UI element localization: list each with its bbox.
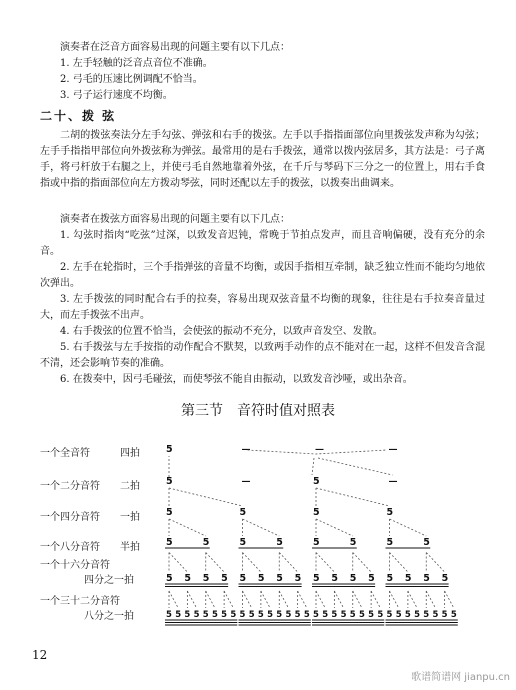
row-label-whole: 一个全音符 [40,448,90,459]
note-digit: 5 [322,610,329,620]
note-digit: 5 [166,573,173,584]
duration-dash: — [315,445,324,455]
note-digit: 5 [248,610,255,620]
note-digit: 5 [166,537,173,548]
note-digit: 5 [313,507,320,518]
connector-line [169,488,243,506]
note-digit: 5 [368,573,375,584]
note-digit: 5 [313,573,320,584]
connector-line [318,458,393,475]
connector-line [353,591,362,608]
note-digit: 5 [313,476,320,487]
note-digit: 5 [184,573,191,584]
duration-dash: — [241,445,251,455]
connector-line [243,553,261,573]
note-digit: 5 [285,610,292,620]
note-digit: 5 [441,610,448,620]
note-digit: 5 [386,610,393,620]
note-digit: 5 [184,610,191,620]
note-digit: 5 [166,476,173,487]
connector-line [426,591,435,608]
note-digit: 5 [166,610,172,620]
connector-line [206,591,215,608]
note-digit: 5 [432,610,439,620]
connector-line [312,458,314,475]
note-digit: 5 [404,610,411,620]
connector-line [224,591,233,608]
page-number: 12 [32,648,48,662]
note-digit: 5 [211,610,218,620]
row-label-quarter: 一个四分音符 [40,512,100,523]
note-digit: 5 [276,537,283,548]
connector-line [169,519,206,536]
note-digit: 5 [166,507,173,518]
connector-line [243,519,280,536]
row-beats-sixteenth: 四分之一拍 [84,575,134,586]
note-digit: 5 [349,610,356,620]
plucking-issue-1: 1. 勾弦时指肉“吃弦”过深，以致发音迟钝，常晚于节拍点发声，而且音响偏硬，没有充分的余音。 [40,230,485,257]
duration-dash: — [388,445,398,455]
note-digit: 5 [267,610,273,620]
connector-line [390,553,408,573]
row-beats-half: 二拍 [120,481,140,492]
harmonic-issue-3: 3. 弓子运行速度不均衡。 [60,90,173,101]
note-digit: 5 [386,537,394,548]
note-digit: 5 [349,573,357,584]
note-digit: 5 [358,610,365,620]
note-digit: 5 [414,610,420,620]
note-digit: 5 [239,573,247,584]
note-digit: 5 [313,537,320,548]
row-label-thirtysecond: 一个三十二分音符 [40,596,120,607]
note-digit: 5 [441,573,449,584]
connector-line [261,591,270,608]
plucking-issue-2: 2. 左手在轮指时，三个手指弹弦的音量不均衡，或因手指相互牵制，缺乏独立性而不能均匀地依次弹出。 [40,262,485,289]
connector-line [316,591,325,608]
connector-line [206,553,224,573]
harmonics-intro: 演奏者在泛音方面容易出现的问题主要有以下几点： [60,42,290,53]
plucking-issue-5: 5. 右手拨弦与左手按指的动作配合不默契，以致两手动作的点不能对在一起，这样不但发音含混不清，还会影响节奏的准确。 [40,342,485,369]
connector-line [243,591,252,608]
harmonic-issue-2: 2. 弓毛的压速比例调配不恰当。 [60,74,203,85]
connector-line [408,591,417,608]
duration-dash: — [388,477,398,487]
plucking-paragraph: 二胡的拨弦奏法分左手勾弦、弹弦和右手的拨弦。左手以手指指面部位向里拨弦发声称为勾弦；左手手指指甲部位向外拨弦称为弹弦。最常用的是右手拨弦，通常以拨内弦居多，其方法是：弓子离手，将弓杆放于右腿之上，并使弓毛自然地靠着外弦，在千斤与琴码下三分之一的位置上，用右手食指或中指的指面部位向左方拨动琴弦，同时还配以左手的拨弦，以拨奏出曲调来。 [40,130,485,189]
duration-dash: — [241,477,251,487]
note-digit: 5 [239,507,247,518]
row-beats-eighth: 半拍 [120,542,140,553]
plucking-issue-3: 3. 左手拨弦的同时配合右手的拉奏，容易出现双弦音量不均衡的现象，往往是右手拉奏音量过大，而左手拨弦不出声。 [40,294,485,321]
note-digit: 5 [331,573,338,584]
connector-line [445,591,454,608]
row-beats-whole: 四拍 [120,448,140,459]
note-digit: 5 [331,610,338,620]
connector-line [298,591,307,608]
connector-line [279,591,288,608]
connector-line [279,553,297,573]
row-label-sixteenth: 一个十六分音符 [40,560,110,571]
row-label-eighth: 一个八分音符 [40,542,100,553]
note-digit: 5 [221,573,228,584]
note-digit: 5 [303,610,310,620]
note-digit: 5 [175,610,182,620]
connector-line [316,488,390,506]
section-heading: 二十、拨 弦 [40,109,117,123]
note-digit: 5 [450,610,457,620]
note-digit: 5 [257,573,265,584]
note-digit: 5 [230,610,237,620]
harmonic-issue-1: 1. 左手轻触的泛音点音位不准确。 [60,58,213,69]
connector-line [371,591,380,608]
row-beats-quarter: 一拍 [120,512,140,523]
connector-line [390,519,427,536]
note-digit: 5 [202,573,210,584]
note-digit: 5 [423,573,430,584]
note-digit: 5 [423,537,430,548]
connector-line [390,591,399,608]
note-digit: 5 [349,537,357,548]
note-digit: 5 [377,610,384,620]
note-digit: 5 [257,610,264,620]
connector-line [187,591,196,608]
note-digit: 5 [294,573,302,584]
note-digit: 5 [368,610,375,620]
row-label-half: 一个二分音符 [40,481,100,492]
note-digit: 5 [386,573,394,584]
note-digit: 5 [166,444,173,455]
note-digit: 5 [423,610,430,620]
note-digit: 5 [239,537,247,548]
note-digit: 5 [313,610,319,620]
connector-line [334,591,343,608]
connector-line [169,591,178,608]
note-digit: 5 [202,610,209,620]
connector-line [316,519,353,536]
connector-line [353,553,371,573]
connector-line [169,553,187,573]
plucking-issue-4: 4. 右手拨弦的位置不恰当，会使弦的振动不充分，以致声音发空、发散。 [60,326,383,337]
note-digit: 5 [340,610,347,620]
note-digit: 5 [193,610,200,620]
note-digit: 5 [276,610,283,620]
note-digit: 5 [276,573,283,584]
note-digit: 5 [386,507,394,518]
row-beats-thirtysecond: 八分之一拍 [84,611,134,622]
note-digit: 5 [239,610,246,620]
note-digit: 5 [294,610,301,620]
note-digit: 5 [404,573,412,584]
plucking-intro: 演奏者在拨弦方面容易出现的问题主要有以下几点： [60,214,290,225]
watermark: 歌谱简谱网 jianpu.cn [411,672,510,683]
plucking-issue-6: 6. 在拨奏中，因弓毛碰弦，而使琴弦不能自由振动，以致发音沙哑，或出杂音。 [60,374,413,385]
note-digit: 5 [395,610,402,620]
connector-line [316,553,334,573]
note-digit: 5 [202,537,210,548]
note-digit: 5 [221,610,228,620]
chart-title: 第三节 音符时值对照表 [181,403,335,419]
connector-line [426,553,444,573]
